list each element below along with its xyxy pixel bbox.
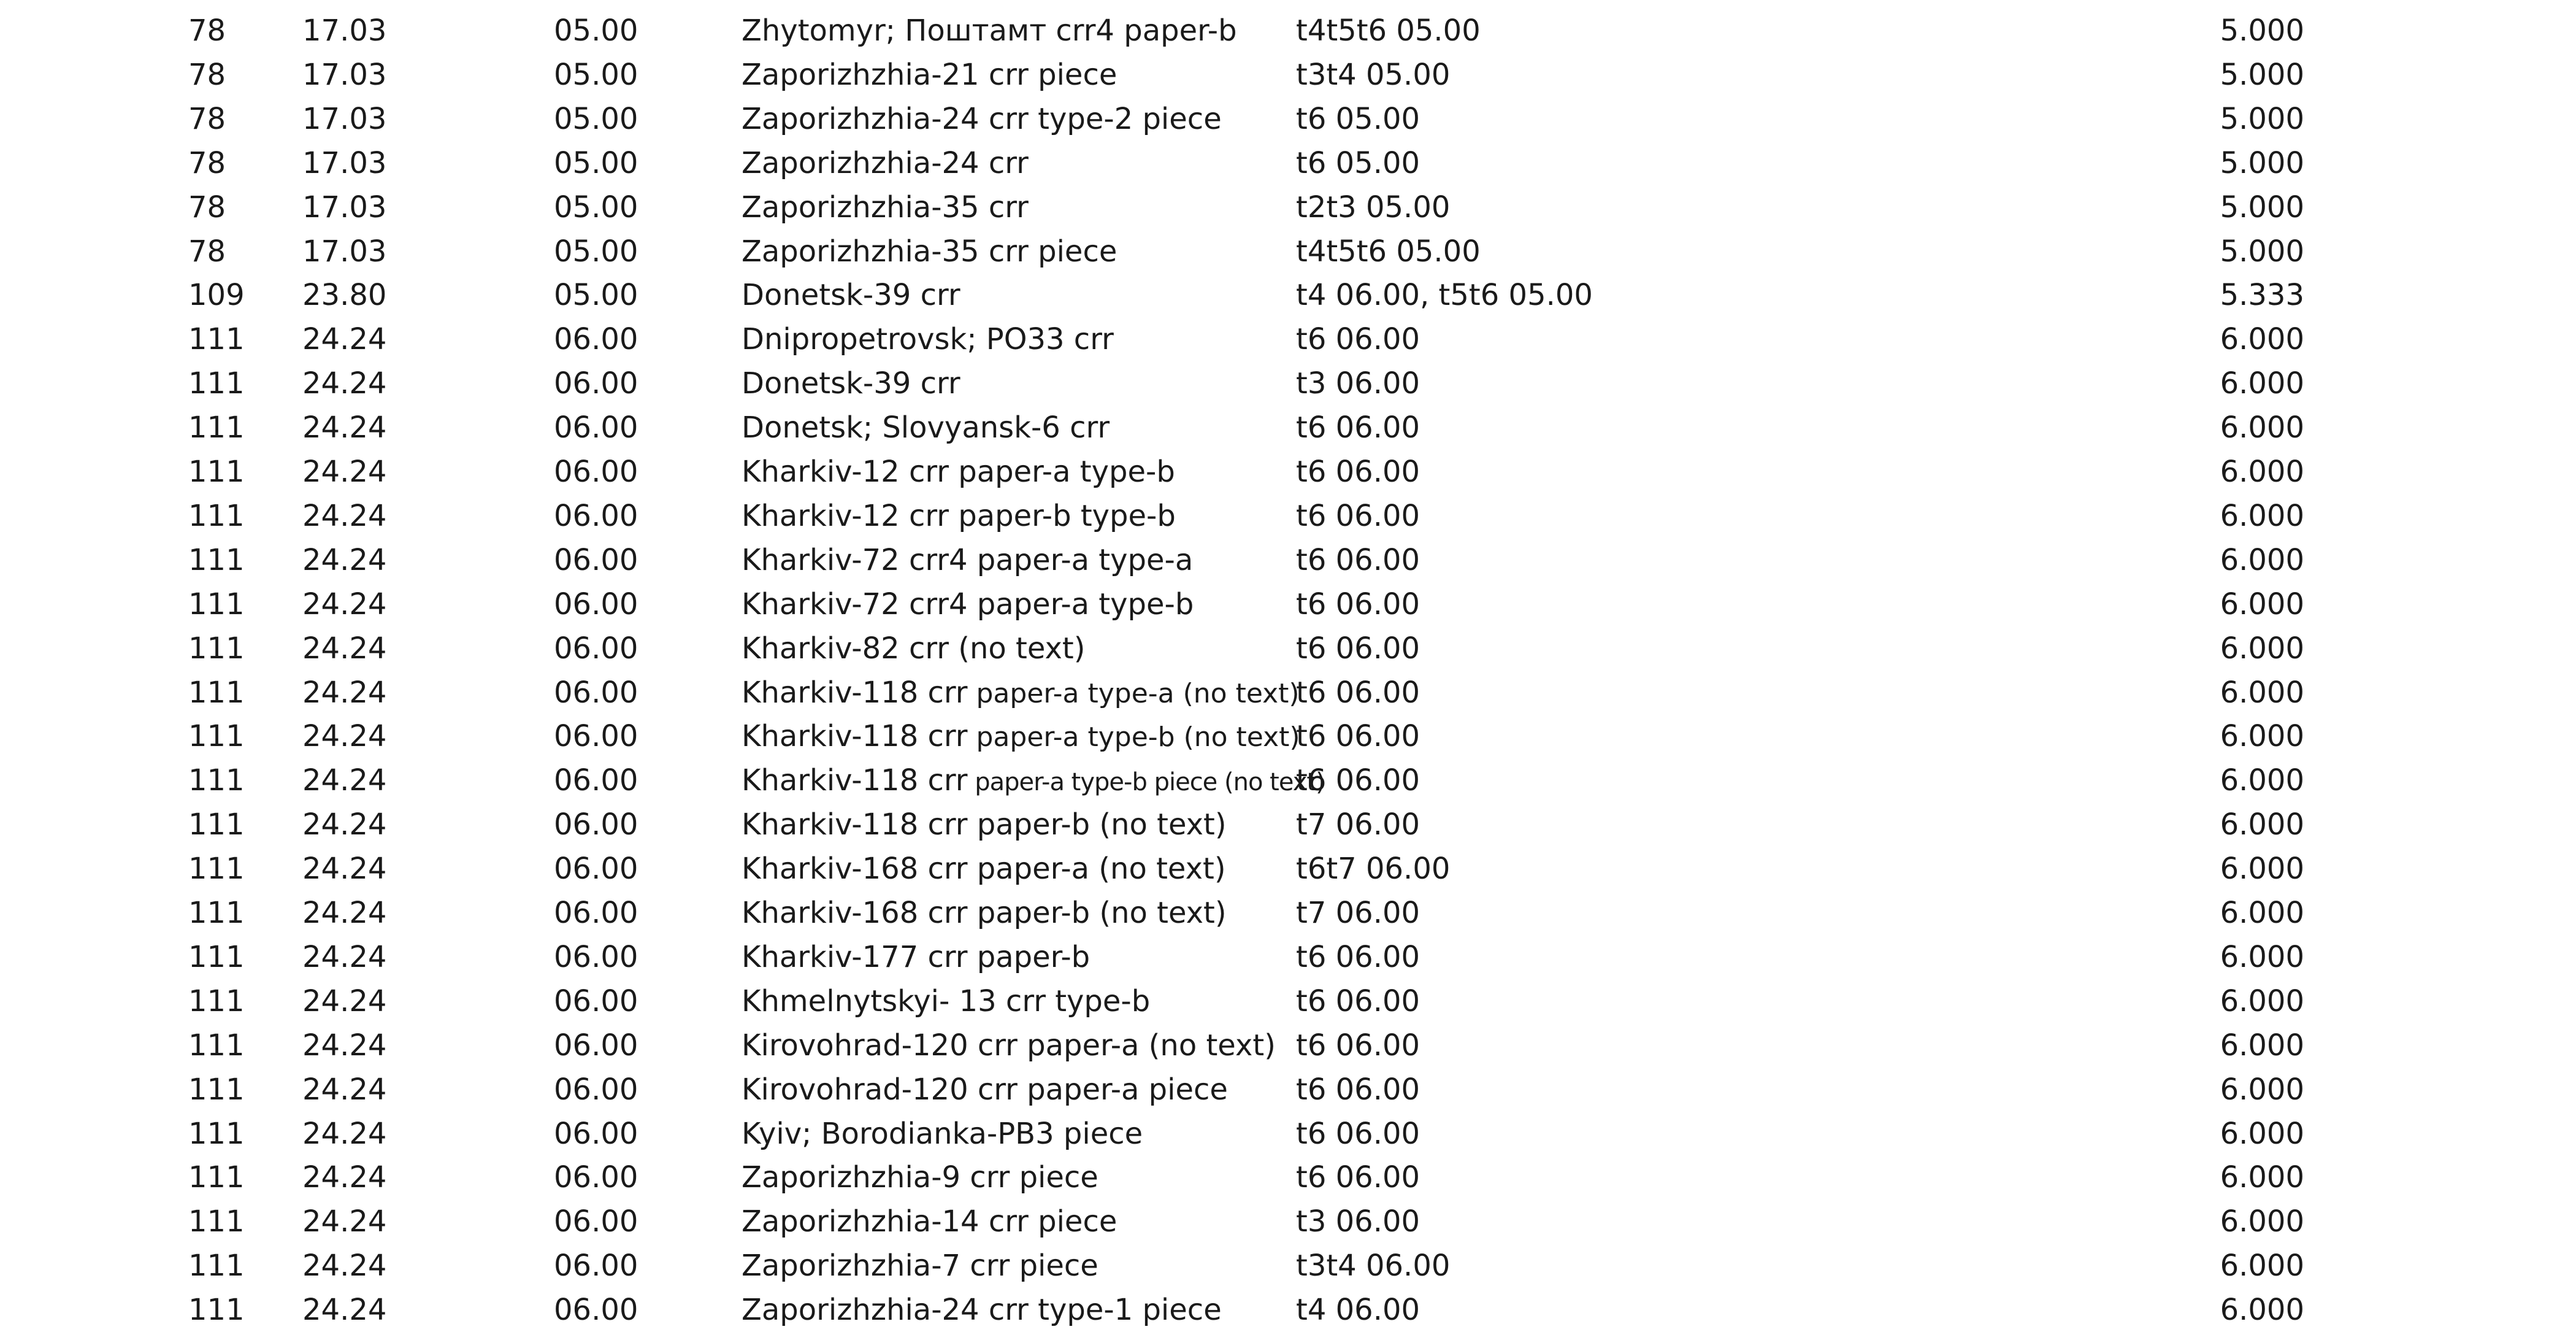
table-row	[0, 185, 2576, 229]
cell-value-a: 24.24	[302, 455, 387, 489]
cell-value-a: 24.24	[302, 939, 387, 974]
item-name-text: Zaporizhzhia-24 crr type-2 piece	[742, 101, 1222, 136]
cell-total: 5.000	[2220, 190, 2304, 225]
cell-id: 111	[188, 542, 245, 577]
cell-value-a: 24.24	[302, 322, 387, 357]
item-name-text: Kharkiv-118 crr	[742, 719, 968, 754]
cell-value-a: 24.24	[302, 807, 387, 842]
table-row	[0, 1155, 2576, 1199]
table-row	[0, 141, 2576, 185]
item-name-text: Kharkiv-82 crr (no text)	[742, 631, 1086, 666]
cell-t-code: t3t4 05.00	[1296, 57, 1451, 92]
cell-t-code: t6 06.00	[1296, 587, 1420, 622]
cell-value-a: 24.24	[302, 410, 387, 445]
cell-value-a: 24.24	[302, 852, 387, 887]
item-name-suffix: paper-a type-a (no text)	[967, 677, 1300, 709]
table-row	[0, 758, 2576, 803]
cell-value-b: 06.00	[554, 1204, 638, 1239]
cell-t-code: t6 06.00	[1296, 1028, 1420, 1063]
cell-item-name	[742, 494, 1176, 538]
cell-item-name	[742, 273, 960, 317]
cell-value-a: 24.24	[302, 542, 387, 577]
cell-total: 6.000	[2220, 455, 2304, 489]
cell-value-b: 06.00	[554, 675, 638, 710]
cell-value-a: 23.80	[302, 278, 387, 313]
cell-value-b: 06.00	[554, 587, 638, 622]
table-row	[0, 626, 2576, 671]
cell-total: 6.000	[2220, 675, 2304, 710]
table-row	[0, 891, 2576, 935]
cell-item-name	[742, 891, 1227, 935]
cell-total: 6.000	[2220, 366, 2304, 401]
item-name-suffix: paper-a type-b piece (no text)	[967, 768, 1325, 797]
table-row	[0, 1023, 2576, 1068]
cell-item-name	[742, 1244, 1098, 1288]
cell-value-b: 06.00	[554, 763, 638, 798]
table-row	[0, 1244, 2576, 1288]
cell-value-b: 06.00	[554, 410, 638, 445]
cell-id: 109	[188, 278, 245, 313]
cell-t-code: t6 05.00	[1296, 145, 1420, 180]
item-name-text: Zaporizhzhia-7 crr piece	[742, 1249, 1098, 1284]
cell-value-a: 24.24	[302, 719, 387, 754]
cell-total: 6.000	[2220, 852, 2304, 887]
cell-total: 5.000	[2220, 145, 2304, 180]
item-name-text: Kharkiv-168 crr paper-b (no text)	[742, 896, 1227, 930]
item-name-text: Zaporizhzhia-24 crr type-1 piece	[742, 1293, 1222, 1328]
cell-id: 111	[188, 366, 245, 401]
cell-id: 111	[188, 1249, 245, 1284]
item-name-text: Zaporizhzhia-35 crr piece	[742, 234, 1117, 269]
cell-value-a: 24.24	[302, 1249, 387, 1284]
cell-t-code: t3t4 06.00	[1296, 1249, 1451, 1284]
cell-total: 5.000	[2220, 57, 2304, 92]
cell-t-code: t6 06.00	[1296, 542, 1420, 577]
cell-total: 6.000	[2220, 1204, 2304, 1239]
cell-item-name	[742, 53, 1117, 97]
table-row	[0, 803, 2576, 847]
table-row	[0, 229, 2576, 274]
item-name-text: Kharkiv-12 crr paper-b type-b	[742, 498, 1176, 533]
cell-value-a: 24.24	[302, 1072, 387, 1107]
item-name-text: Donetsk-39 crr	[742, 366, 960, 401]
cell-item-name	[742, 406, 1110, 450]
cell-value-b: 06.00	[554, 1249, 638, 1284]
item-name-suffix: paper-a type-b (no text)	[967, 722, 1300, 753]
cell-id: 111	[188, 1293, 245, 1328]
cell-item-name	[742, 671, 1300, 715]
table-row	[0, 9, 2576, 53]
cell-id: 111	[188, 896, 245, 930]
cell-id: 111	[188, 587, 245, 622]
cell-total: 6.000	[2220, 1116, 2304, 1151]
cell-item-name	[742, 1288, 1222, 1332]
cell-t-code: t6 06.00	[1296, 410, 1420, 445]
cell-total: 6.000	[2220, 939, 2304, 974]
cell-t-code: t6 06.00	[1296, 631, 1420, 666]
cell-value-a: 24.24	[302, 1116, 387, 1151]
cell-id: 111	[188, 498, 245, 533]
cell-t-code: t6 06.00	[1296, 1160, 1420, 1195]
cell-value-b: 06.00	[554, 322, 638, 357]
cell-id: 111	[188, 455, 245, 489]
cell-id: 111	[188, 410, 245, 445]
cell-total: 6.000	[2220, 1072, 2304, 1107]
cell-item-name	[742, 538, 1193, 582]
cell-t-code: t6 06.00	[1296, 455, 1420, 489]
table-row	[0, 847, 2576, 891]
cell-t-code: t6t7 06.00	[1296, 852, 1451, 887]
cell-value-b: 06.00	[554, 366, 638, 401]
cell-t-code: t2t3 05.00	[1296, 190, 1451, 225]
cell-item-name	[742, 1023, 1276, 1068]
cell-total: 5.000	[2220, 101, 2304, 136]
table-row	[0, 361, 2576, 406]
cell-total: 5.000	[2220, 13, 2304, 48]
item-name-text: Kharkiv-168 crr paper-a (no text)	[742, 852, 1226, 887]
cell-id: 111	[188, 1160, 245, 1195]
cell-id: 111	[188, 1116, 245, 1151]
cell-total: 6.000	[2220, 984, 2304, 1018]
cell-item-name	[742, 1112, 1143, 1156]
cell-value-a: 17.03	[302, 145, 387, 180]
table-row	[0, 935, 2576, 979]
item-name-text: Donetsk-39 crr	[742, 278, 960, 313]
cell-t-code: t6 06.00	[1296, 1072, 1420, 1107]
cell-id: 78	[188, 101, 226, 136]
cell-value-b: 06.00	[554, 896, 638, 930]
cell-total: 6.000	[2220, 410, 2304, 445]
cell-item-name	[742, 97, 1222, 141]
cell-id: 111	[188, 939, 245, 974]
cell-id: 111	[188, 631, 245, 666]
item-name-text: Khmelnytskyi- 13 crr type-b	[742, 984, 1151, 1018]
cell-value-b: 06.00	[554, 852, 638, 887]
cell-t-code: t7 06.00	[1296, 896, 1420, 930]
cell-item-name	[742, 1155, 1098, 1199]
item-name-text: Kharkiv-118 crr	[742, 675, 968, 710]
cell-t-code: t6 06.00	[1296, 675, 1420, 710]
cell-value-b: 05.00	[554, 13, 638, 48]
cell-total: 6.000	[2220, 1160, 2304, 1195]
table-row	[0, 1199, 2576, 1244]
cell-t-code: t6 06.00	[1296, 984, 1420, 1018]
cell-id: 78	[188, 145, 226, 180]
cell-value-a: 24.24	[302, 631, 387, 666]
cell-value-a: 24.24	[302, 366, 387, 401]
cell-item-name	[742, 450, 1175, 494]
cell-id: 111	[188, 852, 245, 887]
table-row	[0, 450, 2576, 494]
cell-value-a: 24.24	[302, 763, 387, 798]
cell-item-name	[742, 317, 1114, 361]
cell-t-code: t6 06.00	[1296, 498, 1420, 533]
cell-value-b: 05.00	[554, 234, 638, 269]
cell-value-a: 24.24	[302, 498, 387, 533]
item-name-text: Zhytomyr; Поштамт crr4 paper-b	[742, 13, 1237, 48]
item-name-text: Zaporizhzhia-24 crr	[742, 145, 1029, 180]
cell-t-code: t6 06.00	[1296, 322, 1420, 357]
cell-id: 78	[188, 234, 226, 269]
cell-t-code: t6 05.00	[1296, 101, 1420, 136]
item-name-text: Kharkiv-118 crr paper-b (no text)	[742, 807, 1227, 842]
cell-value-b: 06.00	[554, 542, 638, 577]
cell-item-name	[742, 1199, 1117, 1244]
table-row	[0, 53, 2576, 97]
cell-value-b: 06.00	[554, 1116, 638, 1151]
cell-value-a: 24.24	[302, 675, 387, 710]
cell-value-b: 06.00	[554, 807, 638, 842]
cell-item-name	[742, 803, 1227, 847]
cell-value-b: 06.00	[554, 1160, 638, 1195]
table-row	[0, 97, 2576, 141]
cell-item-name	[742, 847, 1226, 891]
cell-total: 6.000	[2220, 631, 2304, 666]
cell-value-a: 17.03	[302, 57, 387, 92]
cell-value-b: 06.00	[554, 1028, 638, 1063]
cell-item-name	[742, 979, 1150, 1023]
cell-id: 111	[188, 763, 245, 798]
table-row	[0, 317, 2576, 361]
cell-item-name	[742, 935, 1090, 979]
cell-total: 6.000	[2220, 322, 2304, 357]
cell-value-b: 06.00	[554, 631, 638, 666]
item-name-text: Kharkiv-12 crr paper-a type-b	[742, 455, 1175, 489]
cell-total: 6.000	[2220, 542, 2304, 577]
cell-value-a: 17.03	[302, 101, 387, 136]
cell-value-a: 17.03	[302, 234, 387, 269]
cell-t-code: t4t5t6 05.00	[1296, 13, 1481, 48]
cell-value-a: 24.24	[302, 1028, 387, 1063]
item-name-text: Kharkiv-72 crr4 paper-a type-b	[742, 587, 1194, 622]
cell-value-b: 05.00	[554, 190, 638, 225]
cell-id: 111	[188, 1028, 245, 1063]
cell-value-b: 05.00	[554, 145, 638, 180]
cell-value-b: 05.00	[554, 278, 638, 313]
cell-item-name	[742, 185, 1029, 229]
cell-item-name	[742, 582, 1194, 626]
cell-id: 78	[188, 190, 226, 225]
cell-total: 6.000	[2220, 1028, 2304, 1063]
table-row	[0, 1288, 2576, 1332]
cell-t-code: t6 06.00	[1296, 1116, 1420, 1151]
table-row	[0, 1112, 2576, 1156]
item-name-text: Kirovohrad-120 crr paper-a piece	[742, 1072, 1228, 1107]
item-name-text: Zaporizhzhia-21 crr piece	[742, 57, 1117, 92]
cell-id: 111	[188, 984, 245, 1018]
item-name-text: Donetsk; Slovyansk-6 crr	[742, 410, 1110, 445]
cell-item-name	[742, 141, 1029, 185]
cell-value-b: 06.00	[554, 455, 638, 489]
cell-id: 111	[188, 1072, 245, 1107]
cell-value-b: 06.00	[554, 939, 638, 974]
cell-item-name	[742, 1068, 1228, 1112]
cell-t-code: t6 06.00	[1296, 939, 1420, 974]
cell-t-code: t4 06.00	[1296, 1293, 1420, 1328]
cell-t-code: t6 06.00	[1296, 763, 1420, 798]
cell-value-a: 24.24	[302, 1160, 387, 1195]
item-name-text: Kirovohrad-120 crr paper-a (no text)	[742, 1028, 1276, 1063]
cell-total: 5.000	[2220, 234, 2304, 269]
cell-value-a: 17.03	[302, 13, 387, 48]
cell-id: 78	[188, 13, 226, 48]
cell-total: 6.000	[2220, 1293, 2304, 1328]
cell-t-code: t7 06.00	[1296, 807, 1420, 842]
cell-value-a: 24.24	[302, 1293, 387, 1328]
cell-total: 6.000	[2220, 896, 2304, 930]
cell-id: 111	[188, 807, 245, 842]
cell-item-name	[742, 9, 1237, 53]
cell-total: 6.000	[2220, 763, 2304, 798]
item-name-text: Dnipropetrovsk; PO33 crr	[742, 322, 1114, 357]
cell-item-name	[742, 229, 1117, 274]
cell-value-b: 06.00	[554, 498, 638, 533]
cell-id: 111	[188, 675, 245, 710]
cell-value-b: 06.00	[554, 984, 638, 1018]
cell-t-code: t3 06.00	[1296, 366, 1420, 401]
cell-value-a: 17.03	[302, 190, 387, 225]
table-row	[0, 979, 2576, 1023]
cell-total: 6.000	[2220, 587, 2304, 622]
table-row	[0, 582, 2576, 626]
item-name-text: Kharkiv-72 crr4 paper-a type-a	[742, 542, 1194, 577]
cell-item-name	[742, 758, 1325, 803]
item-name-text: Kyiv; Borodianka-PB3 piece	[742, 1116, 1143, 1151]
cell-value-a: 24.24	[302, 896, 387, 930]
cell-item-name	[742, 361, 960, 406]
cell-total: 6.000	[2220, 807, 2304, 842]
cell-t-code: t6 06.00	[1296, 719, 1420, 754]
cell-item-name	[742, 626, 1085, 671]
item-name-text: Zaporizhzhia-35 crr	[742, 190, 1029, 225]
table-row	[0, 1068, 2576, 1112]
cell-value-b: 06.00	[554, 1293, 638, 1328]
cell-value-b: 05.00	[554, 57, 638, 92]
table-row	[0, 406, 2576, 450]
cell-value-a: 24.24	[302, 1204, 387, 1239]
table-row	[0, 494, 2576, 538]
table-row	[0, 671, 2576, 715]
cell-value-b: 06.00	[554, 719, 638, 754]
cell-id: 78	[188, 57, 226, 92]
table-row	[0, 273, 2576, 317]
table-row	[0, 538, 2576, 582]
cell-value-b: 05.00	[554, 101, 638, 136]
cell-id: 111	[188, 1204, 245, 1239]
cell-value-a: 24.24	[302, 587, 387, 622]
item-name-text: Zaporizhzhia-14 crr piece	[742, 1204, 1117, 1239]
cell-item-name	[742, 714, 1300, 758]
cell-id: 111	[188, 322, 245, 357]
cell-total: 6.000	[2220, 719, 2304, 754]
cell-total: 6.000	[2220, 1249, 2304, 1284]
table-row	[0, 714, 2576, 758]
item-name-text: Kharkiv-118 crr	[742, 763, 968, 798]
cell-value-b: 06.00	[554, 1072, 638, 1107]
cell-id: 111	[188, 719, 245, 754]
cell-t-code: t4 06.00, t5t6 05.00	[1296, 278, 1593, 313]
cell-total: 6.000	[2220, 498, 2304, 533]
cell-t-code: t4t5t6 05.00	[1296, 234, 1481, 269]
cell-total: 5.333	[2220, 278, 2304, 313]
item-name-text: Kharkiv-177 crr paper-b	[742, 939, 1091, 974]
item-name-text: Zaporizhzhia-9 crr piece	[742, 1160, 1098, 1195]
cell-value-a: 24.24	[302, 984, 387, 1018]
cell-t-code: t3 06.00	[1296, 1204, 1420, 1239]
